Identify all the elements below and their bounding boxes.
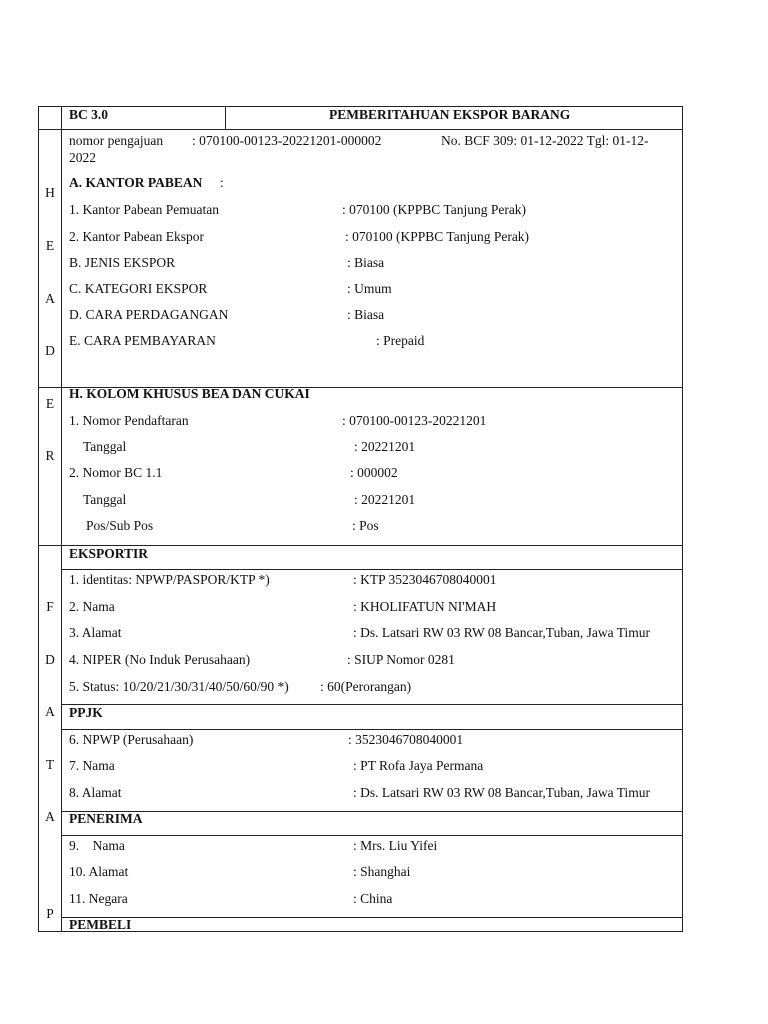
side-letter: A [45, 704, 55, 719]
field-label: 10. Alamat [69, 864, 129, 879]
row-divider [61, 917, 682, 918]
pembeli-heading: PEMBELI [69, 917, 132, 932]
field-label: Tanggal [83, 492, 127, 507]
field-value: : KTP 3523046708040001 [353, 572, 497, 587]
penerima-heading: PENERIMA [69, 811, 143, 826]
field-value: : Biasa [347, 307, 385, 322]
field-label: 7. Nama [69, 758, 115, 773]
field-label: E. CARA PEMBAYARAN [69, 333, 216, 348]
kantor-pabean-colon: : [220, 175, 224, 190]
bcf-number: No. BCF 309: 01-12-2022 Tgl: 01-12- [441, 133, 649, 148]
field-label: 3. Alamat [69, 625, 122, 640]
field-label: 8. Alamat [69, 785, 122, 800]
field-label: 6. NPWP (Perusahaan) [69, 732, 194, 747]
row-divider [61, 729, 682, 730]
row-divider [61, 835, 682, 836]
eksportir-heading: EKSPORTIR [69, 546, 149, 561]
field-value: : KHOLIFATUN NI'MAH [353, 599, 497, 614]
field-label: 1. Kantor Pabean Pemuatan [69, 202, 219, 217]
field-label: 4. NIPER (No Induk Perusahaan) [69, 652, 251, 667]
side-letter: H [45, 185, 55, 200]
field-value: : 3523046708040001 [348, 732, 464, 747]
field-label: 9. Nama [69, 838, 125, 853]
field-value: : China [353, 891, 393, 906]
bcf-number-continued: 2022 [69, 150, 96, 165]
side-letter: E [45, 396, 55, 411]
side-column-divider [61, 107, 62, 931]
nomor-pengajuan-label: nomor pengajuan [69, 133, 164, 148]
field-value: : PT Rofa Jaya Permana [353, 758, 484, 773]
field-label: C. KATEGORI EKSPOR [69, 281, 208, 296]
side-letter: F [46, 599, 54, 614]
field-label: 5. Status: 10/20/21/30/31/40/50/60/90 *) [69, 679, 289, 694]
field-value: : 070100 (KPPBC Tanjung Perak) [342, 202, 527, 217]
field-value: : 070100 (KPPBC Tanjung Perak) [345, 229, 530, 244]
side-letter: A [45, 291, 55, 306]
side-letter: D [45, 652, 55, 667]
row-divider [39, 129, 682, 130]
field-label: Tanggal [83, 439, 127, 454]
side-letter: R [45, 448, 55, 463]
side-letter: T [45, 757, 55, 772]
side-letter: D [45, 343, 55, 358]
side-letter: E [45, 238, 55, 253]
field-value: : Biasa [347, 255, 385, 270]
field-label: Pos/Sub Pos [86, 518, 154, 533]
header-cell-divider [225, 107, 226, 129]
field-label: D. CARA PERDAGANGAN [69, 307, 229, 322]
field-value: : 20221201 [354, 439, 416, 454]
field-value: : 000002 [350, 465, 398, 480]
field-label: 2. Nomor BC 1.1 [69, 465, 163, 480]
nomor-pengajuan-value: : 070100-00123-20221201-000002 [192, 133, 382, 148]
row-divider [61, 811, 682, 812]
field-value: : 60(Perorangan) [320, 679, 412, 694]
row-divider [61, 569, 682, 570]
side-letter: P [46, 906, 54, 921]
field-value: : Umum [347, 281, 392, 296]
field-value: : Mrs. Liu Yifei [353, 838, 438, 853]
field-label: 2. Kantor Pabean Ekspor [69, 229, 204, 244]
field-value: : 070100-00123-20221201 [342, 413, 487, 428]
field-label: 1. Nomor Pendaftaran [69, 413, 189, 428]
field-label: 1. identitas: NPWP/PASPOR/KTP *) [69, 572, 270, 587]
kantor-pabean-heading: A. KANTOR PABEAN [69, 175, 203, 190]
field-value: : Prepaid [376, 333, 425, 348]
form-title: PEMBERITAHUAN EKSPOR BARANG [329, 107, 571, 122]
kolom-khusus-heading: H. KOLOM KHUSUS BEA DAN CUKAI [69, 386, 310, 401]
field-value: : 20221201 [354, 492, 416, 507]
side-letter: A [45, 809, 55, 824]
field-label: 11. Negara [69, 891, 128, 906]
field-value: : Ds. Latsari RW 03 RW 08 Bancar,Tuban, Jawa Timur [353, 785, 650, 800]
ppjk-heading: PPJK [69, 705, 103, 720]
field-value: : SIUP Nomor 0281 [347, 652, 455, 667]
field-value: : Ds. Latsari RW 03 RW 08 Bancar,Tuban, Jawa Timur [353, 625, 650, 640]
form-code: BC 3.0 [69, 107, 109, 122]
field-value: : Pos [352, 518, 379, 533]
row-divider [61, 704, 682, 705]
field-label: 2. Nama [69, 599, 115, 614]
export-declaration-form [38, 106, 683, 932]
field-label: B. JENIS EKSPOR [69, 255, 176, 270]
field-value: : Shanghai [353, 864, 411, 879]
